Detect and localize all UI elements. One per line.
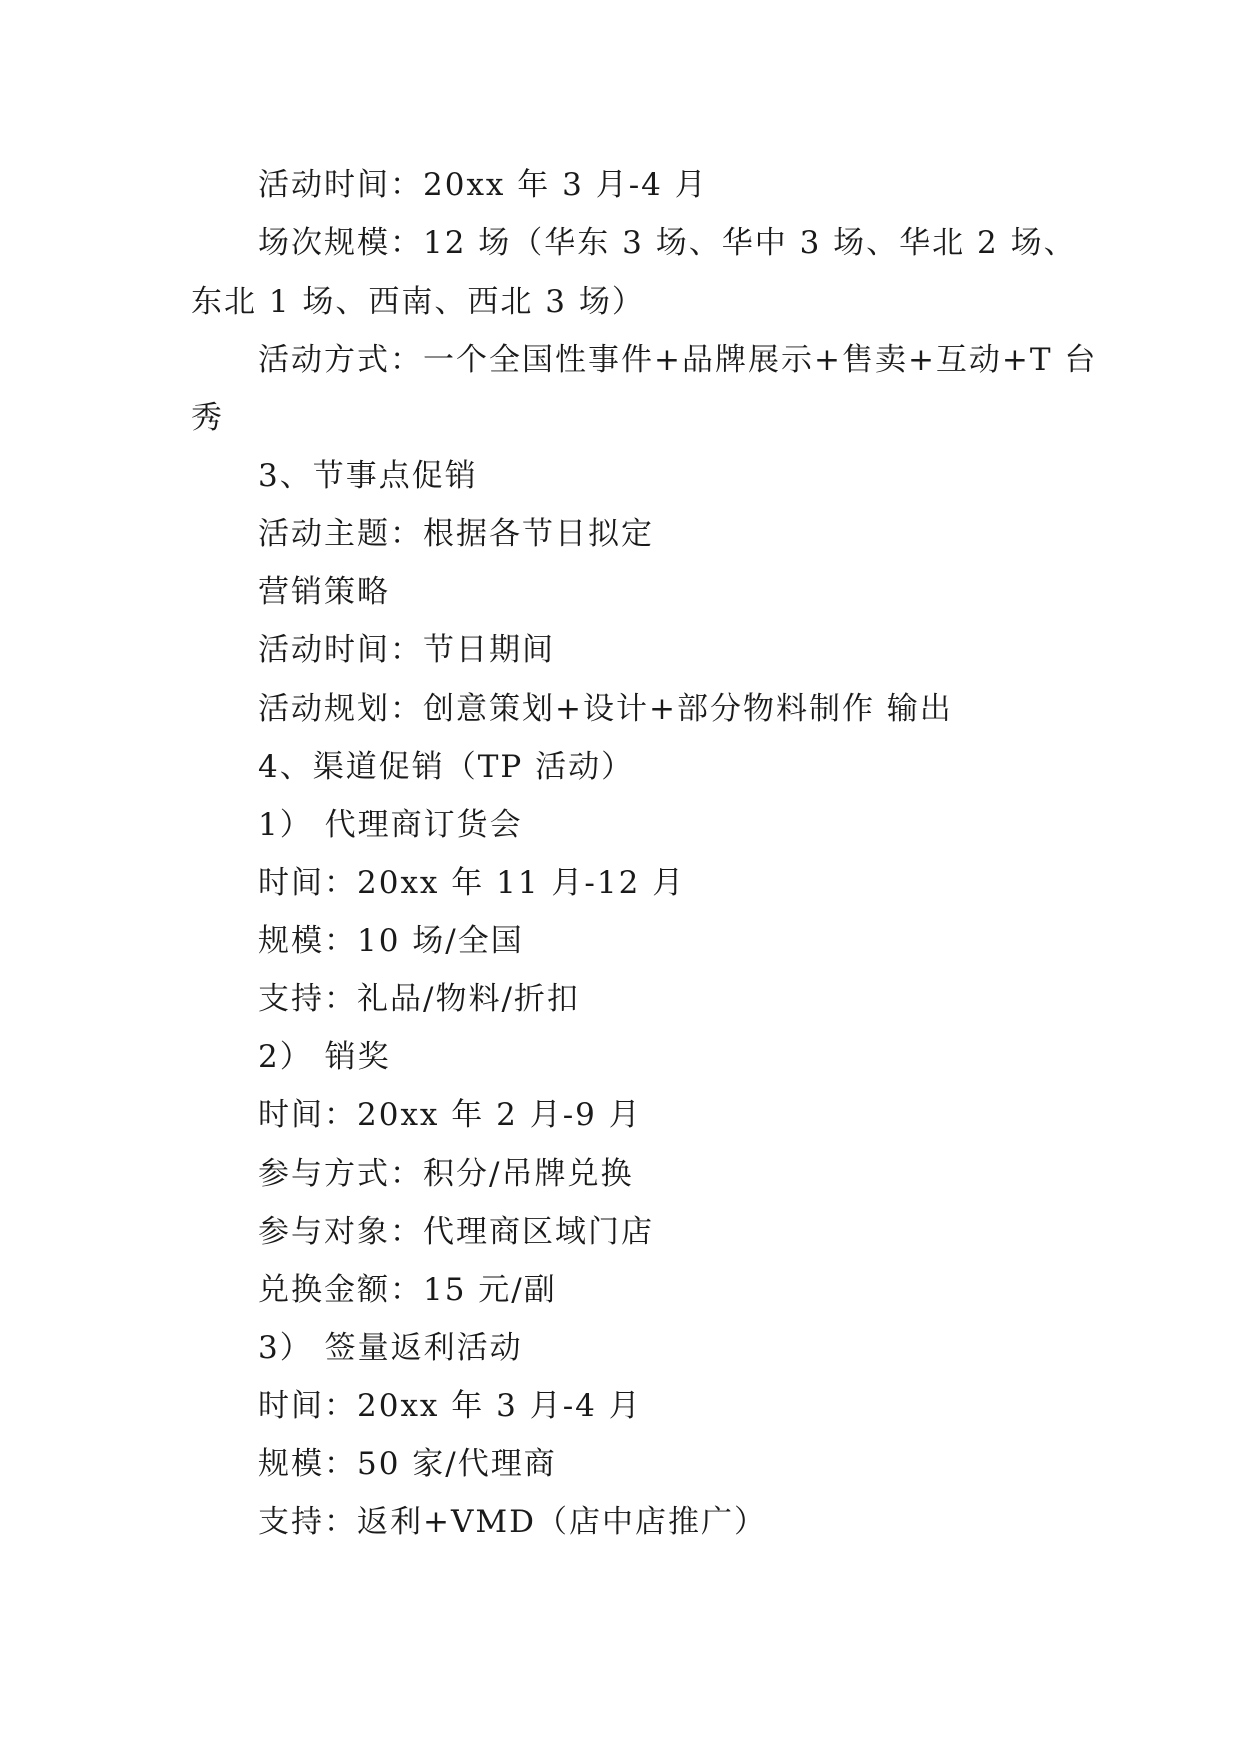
text-line: 时间：20xx 年 3 月-4 月 xyxy=(258,1388,642,1424)
text-line: 东北 1 场、西南、西北 3 场） xyxy=(191,284,645,320)
section-heading: 3、节事点促销 xyxy=(258,458,478,494)
text-line: 活动规划：创意策划+设计+部分物料制作 输出 xyxy=(258,691,953,727)
text-line: 参与方式：积分/吊牌兑换 xyxy=(258,1156,634,1192)
text-line: 活动时间：节日期间 xyxy=(258,632,555,668)
subsection-heading: 1） 代理商订货会 xyxy=(258,807,523,843)
text-line: 时间：20xx 年 2 月-9 月 xyxy=(258,1097,642,1133)
text-line: 支持：礼品/物料/折扣 xyxy=(258,981,580,1017)
text-line: 规模：50 家/代理商 xyxy=(258,1446,557,1482)
text-line: 活动时间：20xx 年 3 月-4 月 xyxy=(258,167,708,203)
section-heading: 4、渠道促销（TP 活动） xyxy=(258,749,635,785)
subsection-heading: 2） 销奖 xyxy=(258,1039,391,1075)
text-line: 参与对象：代理商区域门店 xyxy=(258,1214,654,1250)
text-line: 兑换金额：15 元/副 xyxy=(258,1272,557,1308)
text-line: 营销策略 xyxy=(258,574,390,610)
text-line: 秀 xyxy=(191,400,224,436)
text-line: 支持：返利+VMD（店中店推广） xyxy=(258,1504,767,1540)
text-line: 规模：10 场/全国 xyxy=(258,923,524,959)
subsection-heading: 3） 签量返利活动 xyxy=(258,1330,523,1366)
text-line: 时间：20xx 年 11 月-12 月 xyxy=(258,865,686,901)
text-line: 场次规模：12 场（华东 3 场、华中 3 场、华北 2 场、 xyxy=(258,225,1077,261)
text-line: 活动方式：一个全国性事件+品牌展示+售卖+互动+T 台 xyxy=(258,342,1098,378)
text-line: 活动主题：根据各节日拟定 xyxy=(258,516,654,552)
